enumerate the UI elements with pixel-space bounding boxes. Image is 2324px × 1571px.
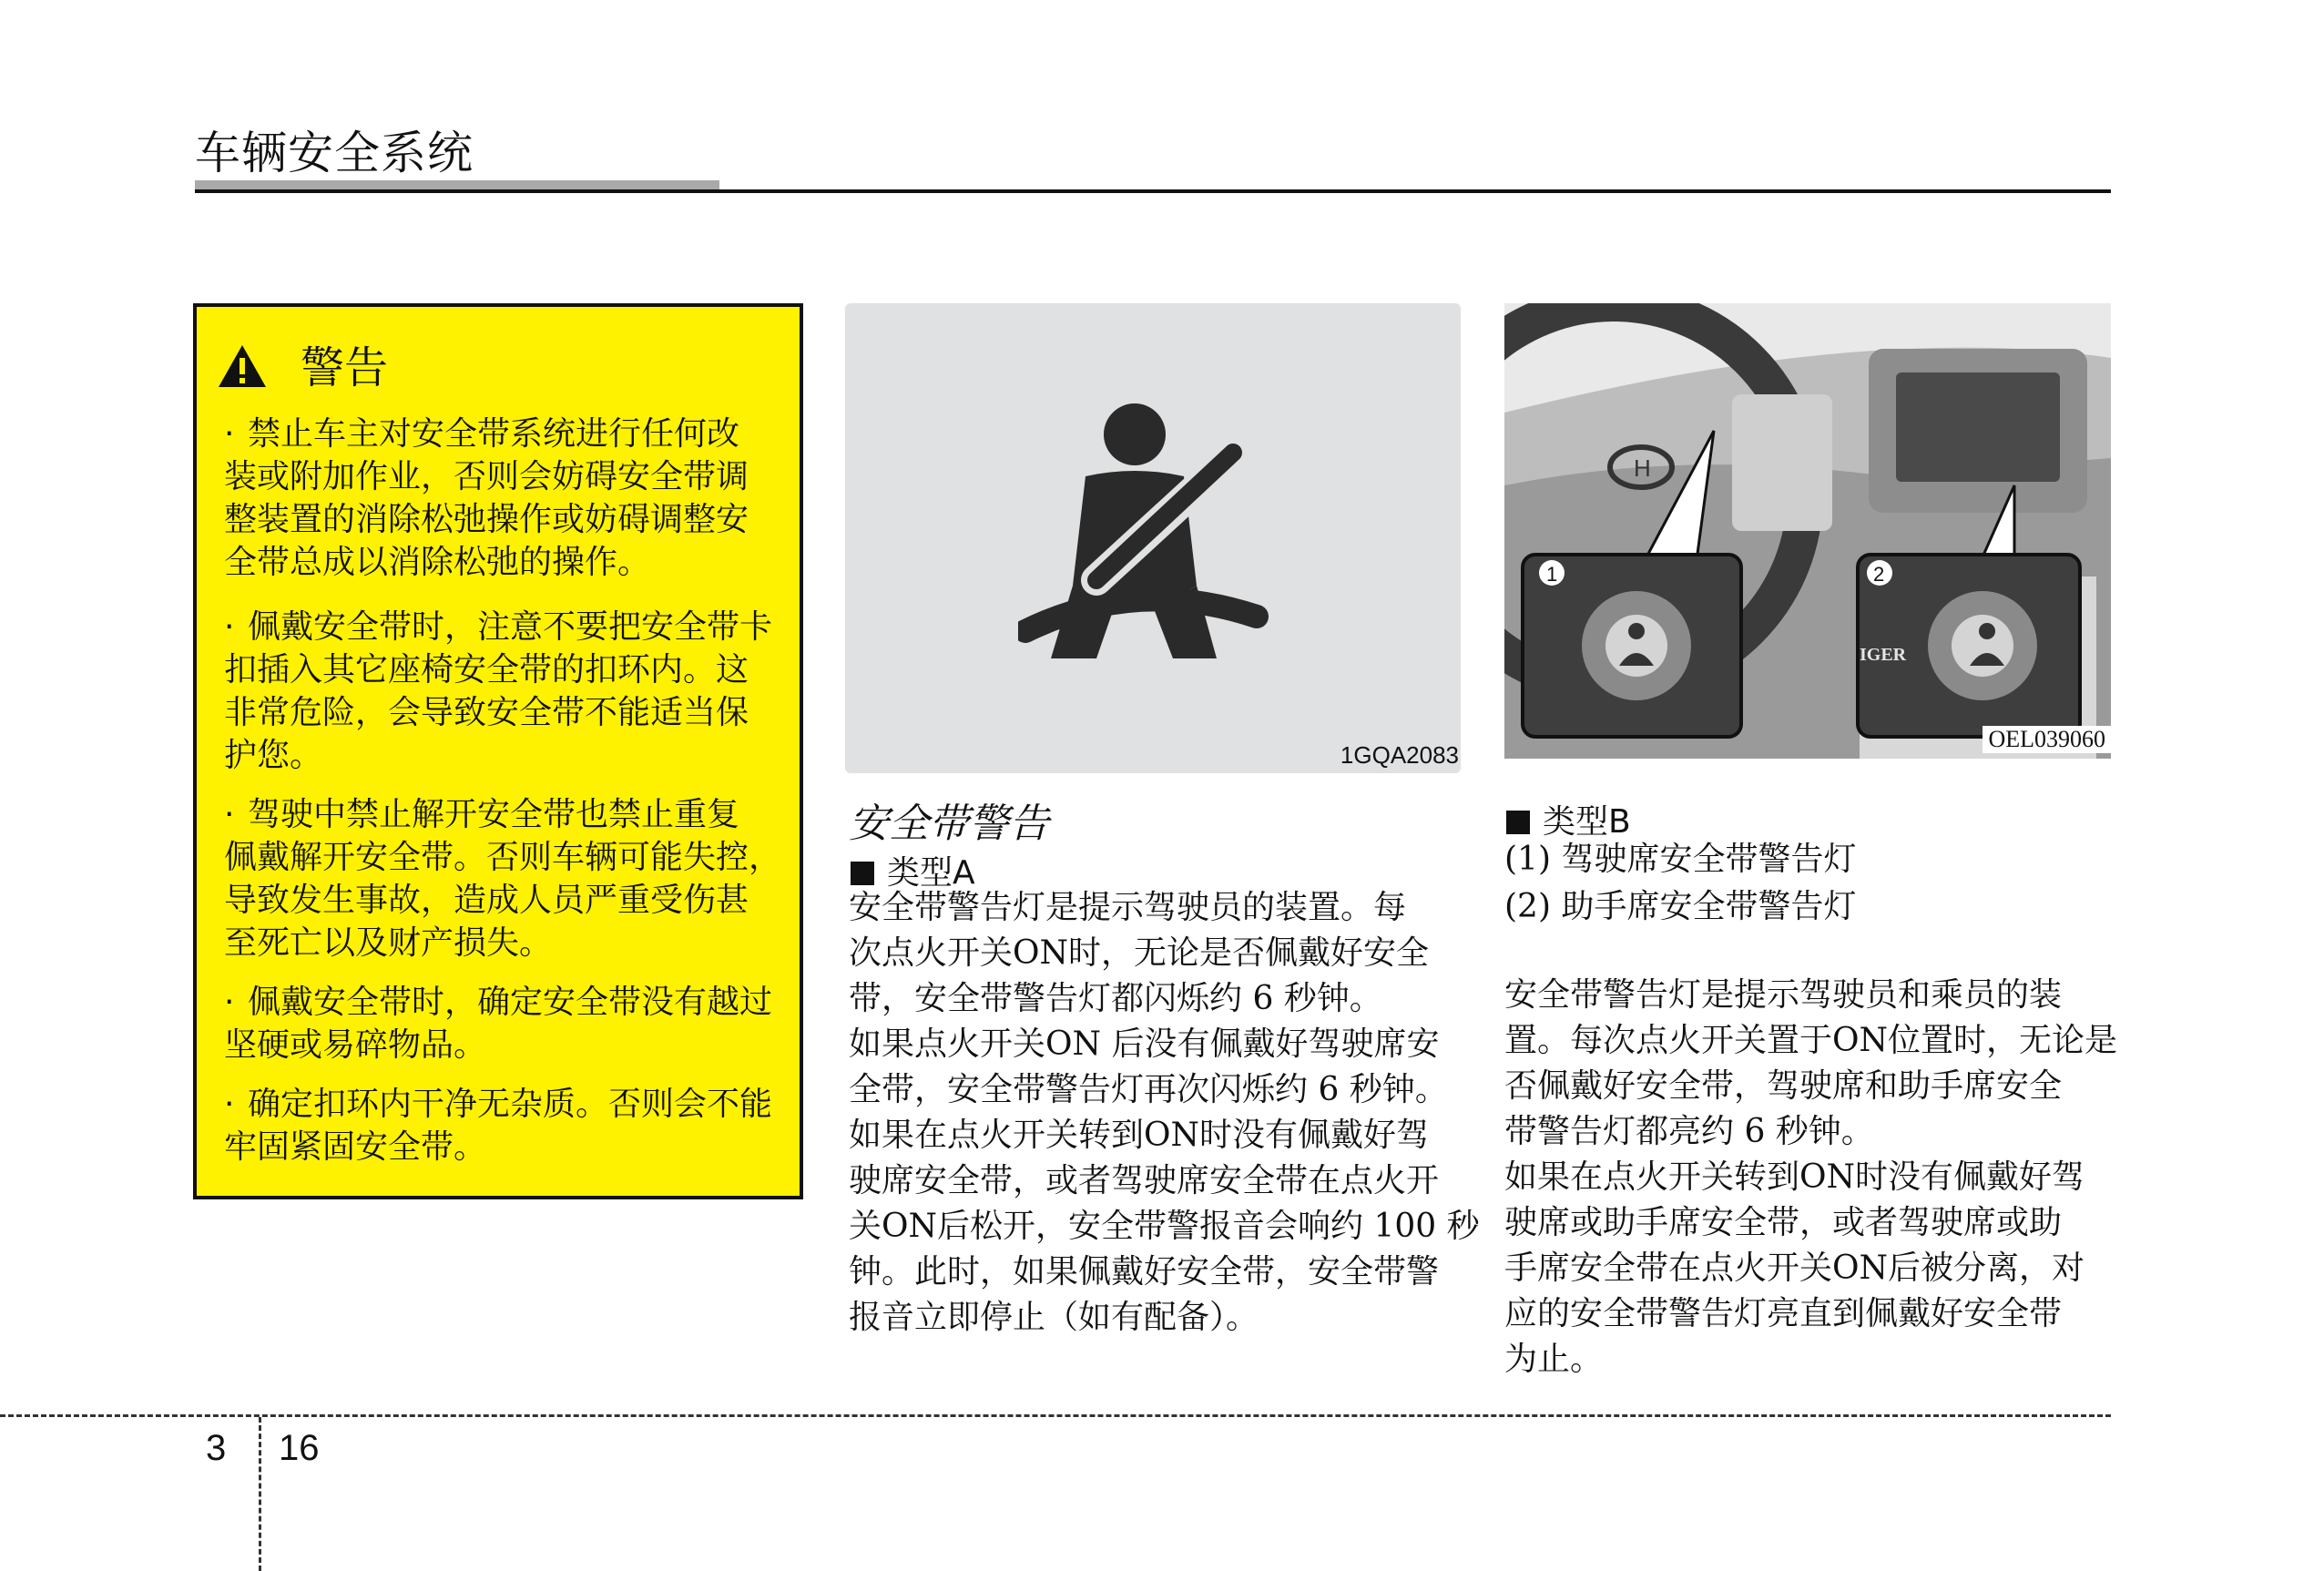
warning-item: · 佩戴安全带时，确定安全带没有越过 坚硬或易碎物品。: [224, 981, 774, 1066]
text-line: 安全带警告灯是提示驾驶员和乘员的装: [1504, 976, 2063, 1014]
text-line: 带警告灯都亮约 6 秒钟。: [1504, 1113, 1874, 1150]
text-line: 关ON后松开，安全带警报音会响约 100 秒: [849, 1208, 1480, 1245]
text-line: 驶席或助手席安全带，或者驾驶席或助: [1504, 1204, 2063, 1241]
warning-box: [193, 303, 803, 1199]
text-line: 报音立即停止（如有配备）。: [849, 1299, 1259, 1336]
text-line: 置。每次点火开关置于ON位置时，无论是: [1504, 1022, 2118, 1059]
seatbelt-warning-icon: [1018, 394, 1282, 668]
text-line: 次点火开关ON时，无论是否佩戴好安全: [849, 934, 1430, 972]
warning-item: · 确定扣环内干净无杂质。否则会不能 牢固紧固安全带。: [224, 1083, 774, 1168]
chapter-number: 3: [206, 1428, 227, 1468]
type-b-legend: [1504, 836, 2111, 931]
callout-2: 2: [1873, 563, 1885, 586]
text-line: 如果点火开关ON 后没有佩戴好驾驶席安: [849, 1025, 1440, 1063]
text-line: 安全带警告灯是提示驾驶员的装置。每: [849, 889, 1407, 926]
warning-title: 警告: [301, 342, 389, 393]
footer-rule: [0, 1414, 2111, 1417]
bullet-icon: ·: [224, 984, 235, 1021]
text-line: 驶席安全带，或者驾驶席安全带在点火开: [849, 1162, 1440, 1199]
warning-item: · 禁止车主对安全带系统进行任何改 装或附加作业，否则会妨碍安全带调 整装置的消除松弛操作或妨碍调整安 全带总成以消除松弛的操作。: [224, 413, 774, 584]
text-line: 带，安全带警告灯都闪烁约 6 秒钟。: [849, 980, 1382, 1017]
dashboard-illustration: [1504, 303, 2111, 759]
type-a-heading: 类型A: [851, 847, 975, 893]
text-line: 钟。此时，如果佩戴好安全带，安全带警: [849, 1253, 1440, 1290]
text-line: 为止。: [1504, 1341, 1604, 1378]
figure-seatbelt-icon: [845, 303, 1461, 773]
text-line: 全带，安全带警告灯再次闪烁约 6 秒钟。: [849, 1071, 1448, 1108]
figure-dashboard: [1504, 303, 2111, 759]
square-bullet-icon: [851, 862, 874, 885]
warning-item: · 佩戴安全带时，注意不要把安全带卡 扣插入其它座椅安全带的扣环内。这 非常危险，会导致安全带不能适当保 护您。: [224, 606, 774, 777]
bullet-icon: ·: [224, 415, 235, 453]
legend-item: (1) 驾驶席安全带警告灯: [1504, 841, 1857, 878]
text-line: 如果在点火开关转到ON时没有佩戴好驾: [849, 1117, 1430, 1154]
bullet-icon: ·: [224, 1086, 235, 1123]
figure-code: OEL039060: [1983, 726, 2111, 753]
text-line: 如果在点火开关转到ON时没有佩戴好驾: [1504, 1158, 2085, 1196]
footer-divider: [259, 1417, 261, 1571]
type-b-body: [1504, 973, 2118, 1382]
page-title: 车辆安全系统: [195, 127, 474, 179]
bullet-icon: ·: [224, 796, 235, 833]
warning-triangle-icon: [217, 343, 268, 389]
figure-code: 1GQA2083: [1340, 741, 1459, 769]
header-rule: [195, 189, 2111, 193]
label-iger: IGER: [1860, 645, 1907, 665]
page-number: 16: [279, 1428, 320, 1468]
text-line: 否佩戴好安全带，驾驶席和助手席安全: [1504, 1067, 2063, 1105]
type-b-heading: 类型B: [1506, 796, 1631, 842]
text-line: 手席安全带在点火开关ON后被分离，对: [1504, 1250, 2085, 1287]
text-line: 应的安全带警告灯亮直到佩戴好安全带: [1504, 1295, 2063, 1332]
callout-1: 1: [1546, 563, 1558, 586]
svg-text:H: H: [1634, 454, 1651, 482]
warning-item: · 驾驶中禁止解开安全带也禁止重复 佩戴解开安全带。否则车辆可能失控， 导致发生事故，造成人员严重受伤甚 至死亡以及财产损失。: [224, 793, 774, 964]
legend-item: (2) 助手席安全带警告灯: [1504, 888, 1857, 925]
square-bullet-icon: [1506, 811, 1530, 834]
bullet-icon: ·: [224, 608, 235, 646]
type-a-body: [849, 885, 1480, 1341]
section-title: 安全带警告: [849, 801, 1049, 847]
